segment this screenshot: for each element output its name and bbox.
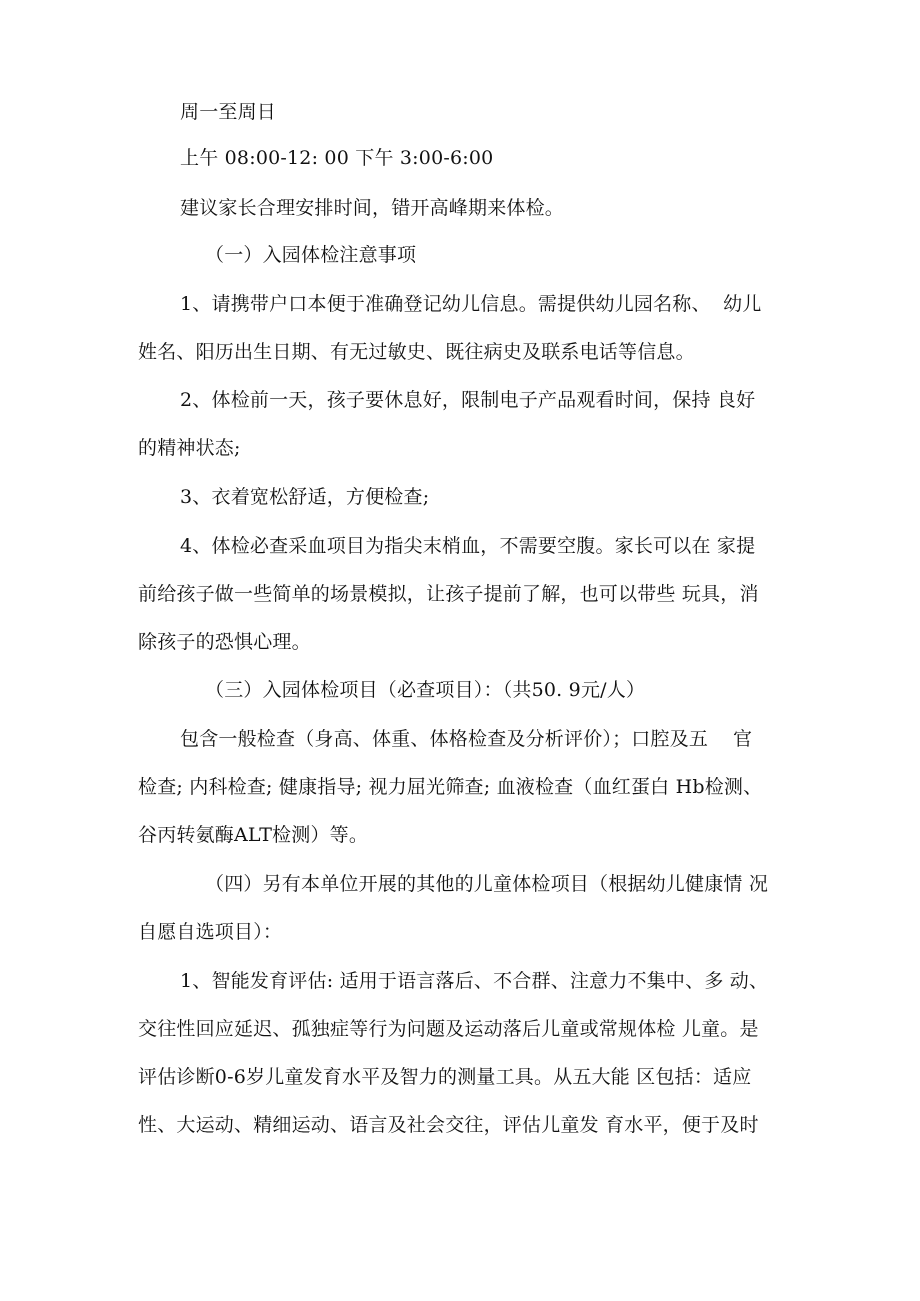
section-heading-4: （四）另有本单位开展的其他的儿童体检项目（根据幼儿健康情 况 — [205, 873, 769, 895]
paragraph-line: 交往性回应延迟、孤独症等行为问题及运动落后儿童或常规体检 儿童。是 — [138, 1018, 759, 1040]
paragraph-line: 包含一般检查（身高、体重、体格检查及分析评价）；口腔及五 官 — [180, 728, 753, 750]
paragraph-line: 3、衣着宽松舒适，方便检查; — [180, 486, 430, 508]
paragraph-line: 姓名、阳历出生日期、有无过敏史、既往病史及联系电话等信息。 — [138, 341, 695, 363]
paragraph-line: 2、体检前一天，孩子要休息好，限制电子产品观看时间，保持 良好 — [180, 389, 756, 411]
section-heading-3: （三）入园体检项目（必查项目）：（共50. 9元/人） — [205, 679, 646, 701]
paragraph-line: 1、请携带户口本便于准确登记幼儿信息。需提供幼儿园名称、 幼儿 — [180, 293, 762, 315]
paragraph-line: 性、大运动、精细运动、语言及社会交往，评估儿童发 育水平，便于及时 — [138, 1114, 759, 1136]
paragraph-line: 1、智能发育评估: 适用于语言落后、不合群、注意力不集中、多 动、 — [180, 970, 769, 992]
section-heading-1: （一）入园体检注意事项 — [205, 244, 417, 266]
schedule-days: 周一至周日 — [180, 101, 277, 123]
paragraph-line: 自愿自选项目）： — [138, 921, 283, 943]
paragraph-line: 4、体检必查采血项目为指尖末梢血，不需要空腹。家长可以在 家提 — [180, 535, 756, 557]
paragraph-line: 检查; 内科检查; 健康指导; 视力屈光筛查; 血液检查（血红蛋白 Hb检测、 — [138, 776, 763, 798]
paragraph-line: 评估诊断0-6岁儿童发育水平及智力的测量工具。从五大能 区包括：适应 — [138, 1066, 752, 1088]
paragraph-line: 谷丙转氨酶ALT检测）等。 — [138, 824, 369, 846]
paragraph-line: 除孩子的恐惧心理。 — [138, 631, 311, 653]
paragraph-line: 前给孩子做一些简单的场景模拟，让孩子提前了解，也可以带些 玩具，消 — [138, 583, 759, 605]
paragraph-line: 的精神状态; — [138, 437, 241, 459]
schedule-hours: 上午 08:00-12: 00 下午 3:00-6:00 — [180, 147, 494, 169]
schedule-advice: 建议家长合理安排时间，错开高峰期来体检。 — [180, 197, 565, 219]
